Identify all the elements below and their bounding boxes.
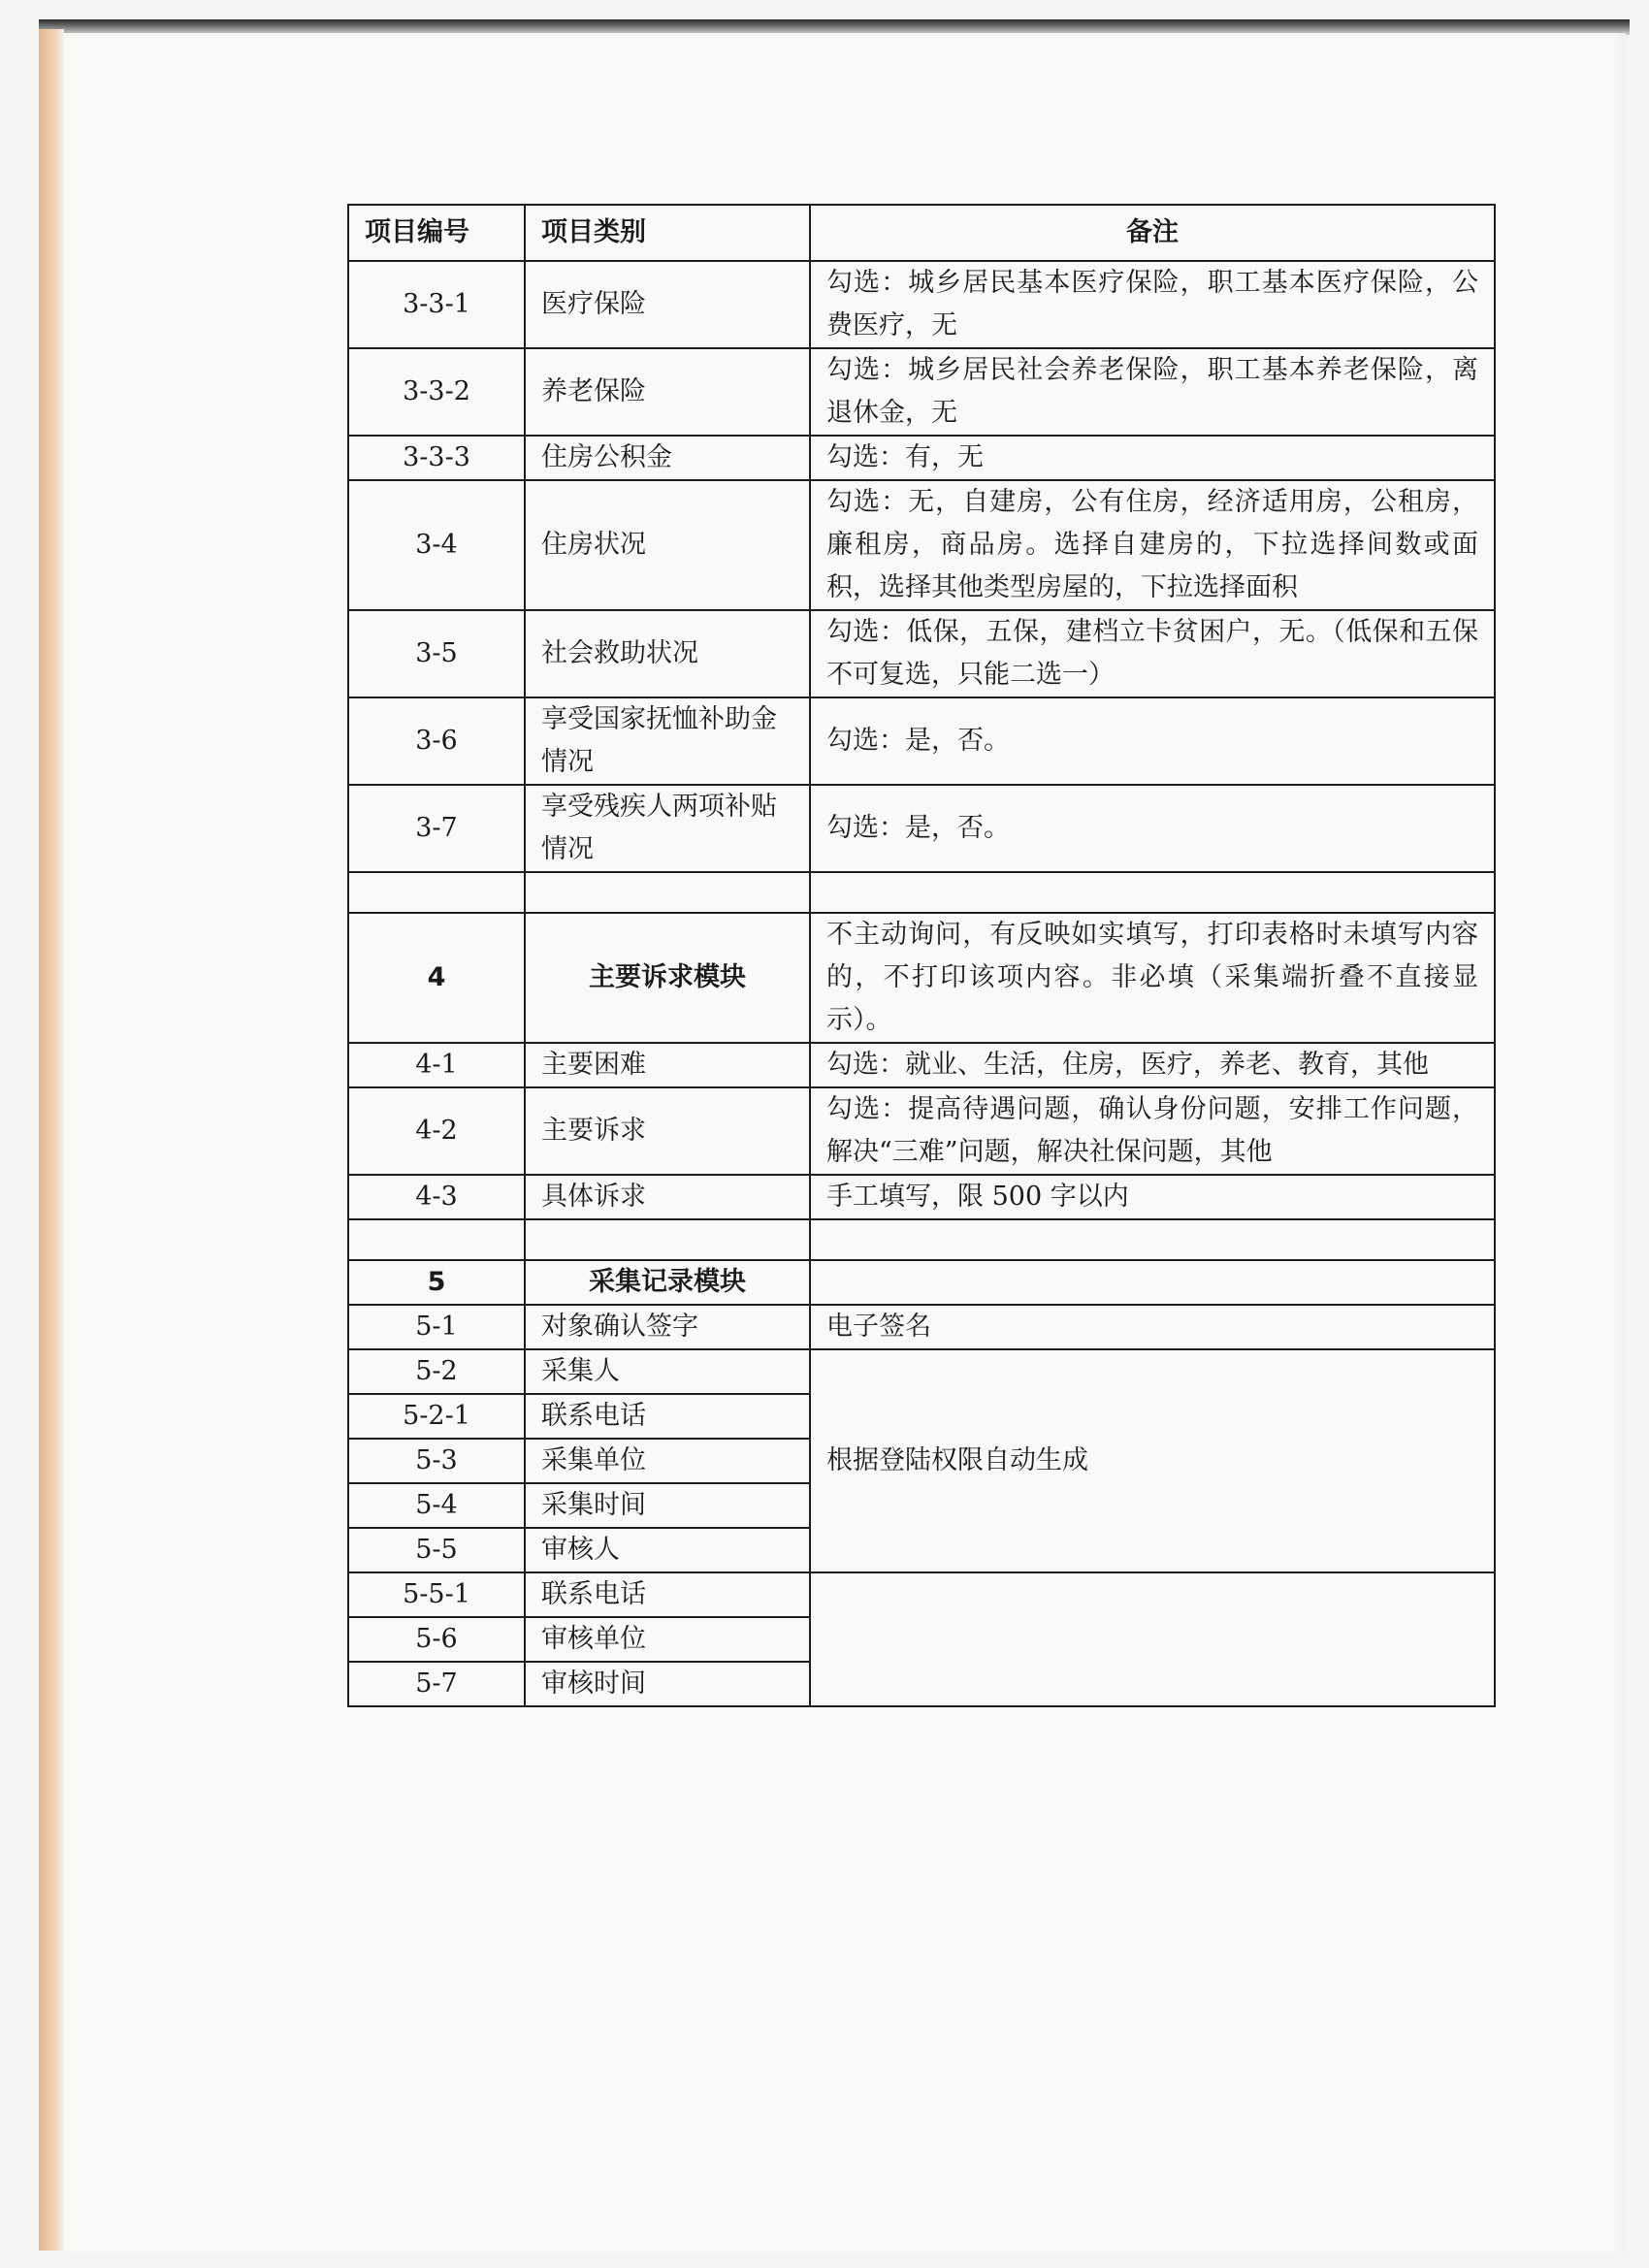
item-category: 养老保险: [525, 348, 810, 436]
item-category: 主要诉求: [525, 1087, 810, 1175]
item-code: 3-5: [348, 610, 525, 697]
item-code: 5-3: [348, 1439, 525, 1483]
item-category: 社会救助状况: [525, 610, 810, 697]
item-notes: 勾选：无，自建房，公有住房，经济适用房，公租房，廉租房，商品房。选择自建房的，下拉选择间数或面积，选择其他类型房屋的，下拉选择面积: [810, 480, 1495, 610]
item-code: 3-3-3: [348, 436, 525, 480]
table-row: [348, 436, 1495, 480]
blank-row: [348, 872, 1495, 913]
item-code: 5-5: [348, 1528, 525, 1572]
item-notes: 勾选：就业、生活，住房，医疗，养老、教育，其他: [810, 1043, 1495, 1087]
table-row: [348, 610, 1495, 697]
module-code: 4: [348, 913, 525, 1043]
item-category: 住房状况: [525, 480, 810, 610]
table-row: [348, 1175, 1495, 1219]
item-notes: 勾选：提高待遇问题，确认身份问题，安排工作问题，解决“三难”问题，解决社保问题，其他: [810, 1087, 1495, 1175]
module-notes-empty: [810, 1260, 1495, 1305]
item-category: 享受残疾人两项补贴情况: [525, 785, 810, 872]
header-item-category: 项目类别: [525, 205, 810, 261]
item-code: 5-4: [348, 1483, 525, 1528]
item-category: 联系电话: [525, 1394, 810, 1439]
blank-row: [348, 1219, 1495, 1260]
merged-notes-empty: [810, 1572, 1495, 1706]
scan-left-edge: [39, 29, 64, 2251]
item-code: 4-3: [348, 1175, 525, 1219]
item-category: 审核人: [525, 1528, 810, 1572]
item-notes: 勾选：城乡居民社会养老保险，职工基本养老保险，离退休金，无: [810, 348, 1495, 436]
item-notes: 电子签名: [810, 1305, 1495, 1349]
table-row: [348, 480, 1495, 610]
item-category: 医疗保险: [525, 261, 810, 348]
module-title: 采集记录模块: [525, 1260, 810, 1305]
header-row: [348, 205, 1495, 261]
item-code: 5-2-1: [348, 1394, 525, 1439]
item-notes: 手工填写，限 500 字以内: [810, 1175, 1495, 1219]
merged-notes-auto-generated: 根据登陆权限自动生成: [810, 1349, 1495, 1572]
item-category: 享受国家抚恤补助金情况: [525, 697, 810, 785]
blank-cell: [525, 872, 810, 913]
header-notes: 备注: [810, 205, 1495, 261]
item-category: 具体诉求: [525, 1175, 810, 1219]
blank-cell: [348, 1219, 525, 1260]
item-notes: 勾选：低保，五保，建档立卡贫困户，无。（低保和五保不可复选，只能二选一）: [810, 610, 1495, 697]
item-notes: 勾选：城乡居民基本医疗保险，职工基本医疗保险，公费医疗，无: [810, 261, 1495, 348]
item-category: 采集人: [525, 1349, 810, 1394]
module-notes: 不主动询问，有反映如实填写，打印表格时未填写内容的，不打印该项内容。非必填（采集端折叠不直接显示）。: [810, 913, 1495, 1043]
item-category: 审核单位: [525, 1617, 810, 1662]
item-code: 5-6: [348, 1617, 525, 1662]
module-title: 主要诉求模块: [525, 913, 810, 1043]
table-row: [348, 261, 1495, 348]
item-category: 对象确认签字: [525, 1305, 810, 1349]
module-row: [348, 913, 1495, 1043]
item-notes: 勾选：有，无: [810, 436, 1495, 480]
item-category: 住房公积金: [525, 436, 810, 480]
blank-cell: [525, 1219, 810, 1260]
item-category: 联系电话: [525, 1572, 810, 1617]
item-category: 审核时间: [525, 1662, 810, 1706]
module-row: [348, 1260, 1495, 1305]
table-row: [348, 1087, 1495, 1175]
item-code: 4-1: [348, 1043, 525, 1087]
item-category: 主要困难: [525, 1043, 810, 1087]
module-code: 5: [348, 1260, 525, 1305]
table-row: [348, 1305, 1495, 1349]
table-row: [348, 697, 1495, 785]
header-item-code: 项目编号: [348, 205, 525, 261]
item-notes: 勾选：是，否。: [810, 697, 1495, 785]
item-code: 3-6: [348, 697, 525, 785]
table-row: [348, 1349, 1495, 1394]
blank-cell: [810, 872, 1495, 913]
blank-cell: [348, 872, 525, 913]
item-notes: 勾选：是，否。: [810, 785, 1495, 872]
item-code: 4-2: [348, 1087, 525, 1175]
table-row: [348, 1043, 1495, 1087]
table-row: [348, 1572, 1495, 1617]
item-specification-table: [347, 204, 1496, 1707]
item-code: 3-3-2: [348, 348, 525, 436]
item-code: 5-5-1: [348, 1572, 525, 1617]
item-code: 3-3-1: [348, 261, 525, 348]
table-row: [348, 785, 1495, 872]
item-category: 采集单位: [525, 1439, 810, 1483]
item-code: 5-7: [348, 1662, 525, 1706]
blank-cell: [810, 1219, 1495, 1260]
item-code: 5-2: [348, 1349, 525, 1394]
item-category: 采集时间: [525, 1483, 810, 1528]
item-code: 3-4: [348, 480, 525, 610]
table-row: [348, 348, 1495, 436]
item-code: 3-7: [348, 785, 525, 872]
item-code: 5-1: [348, 1305, 525, 1349]
